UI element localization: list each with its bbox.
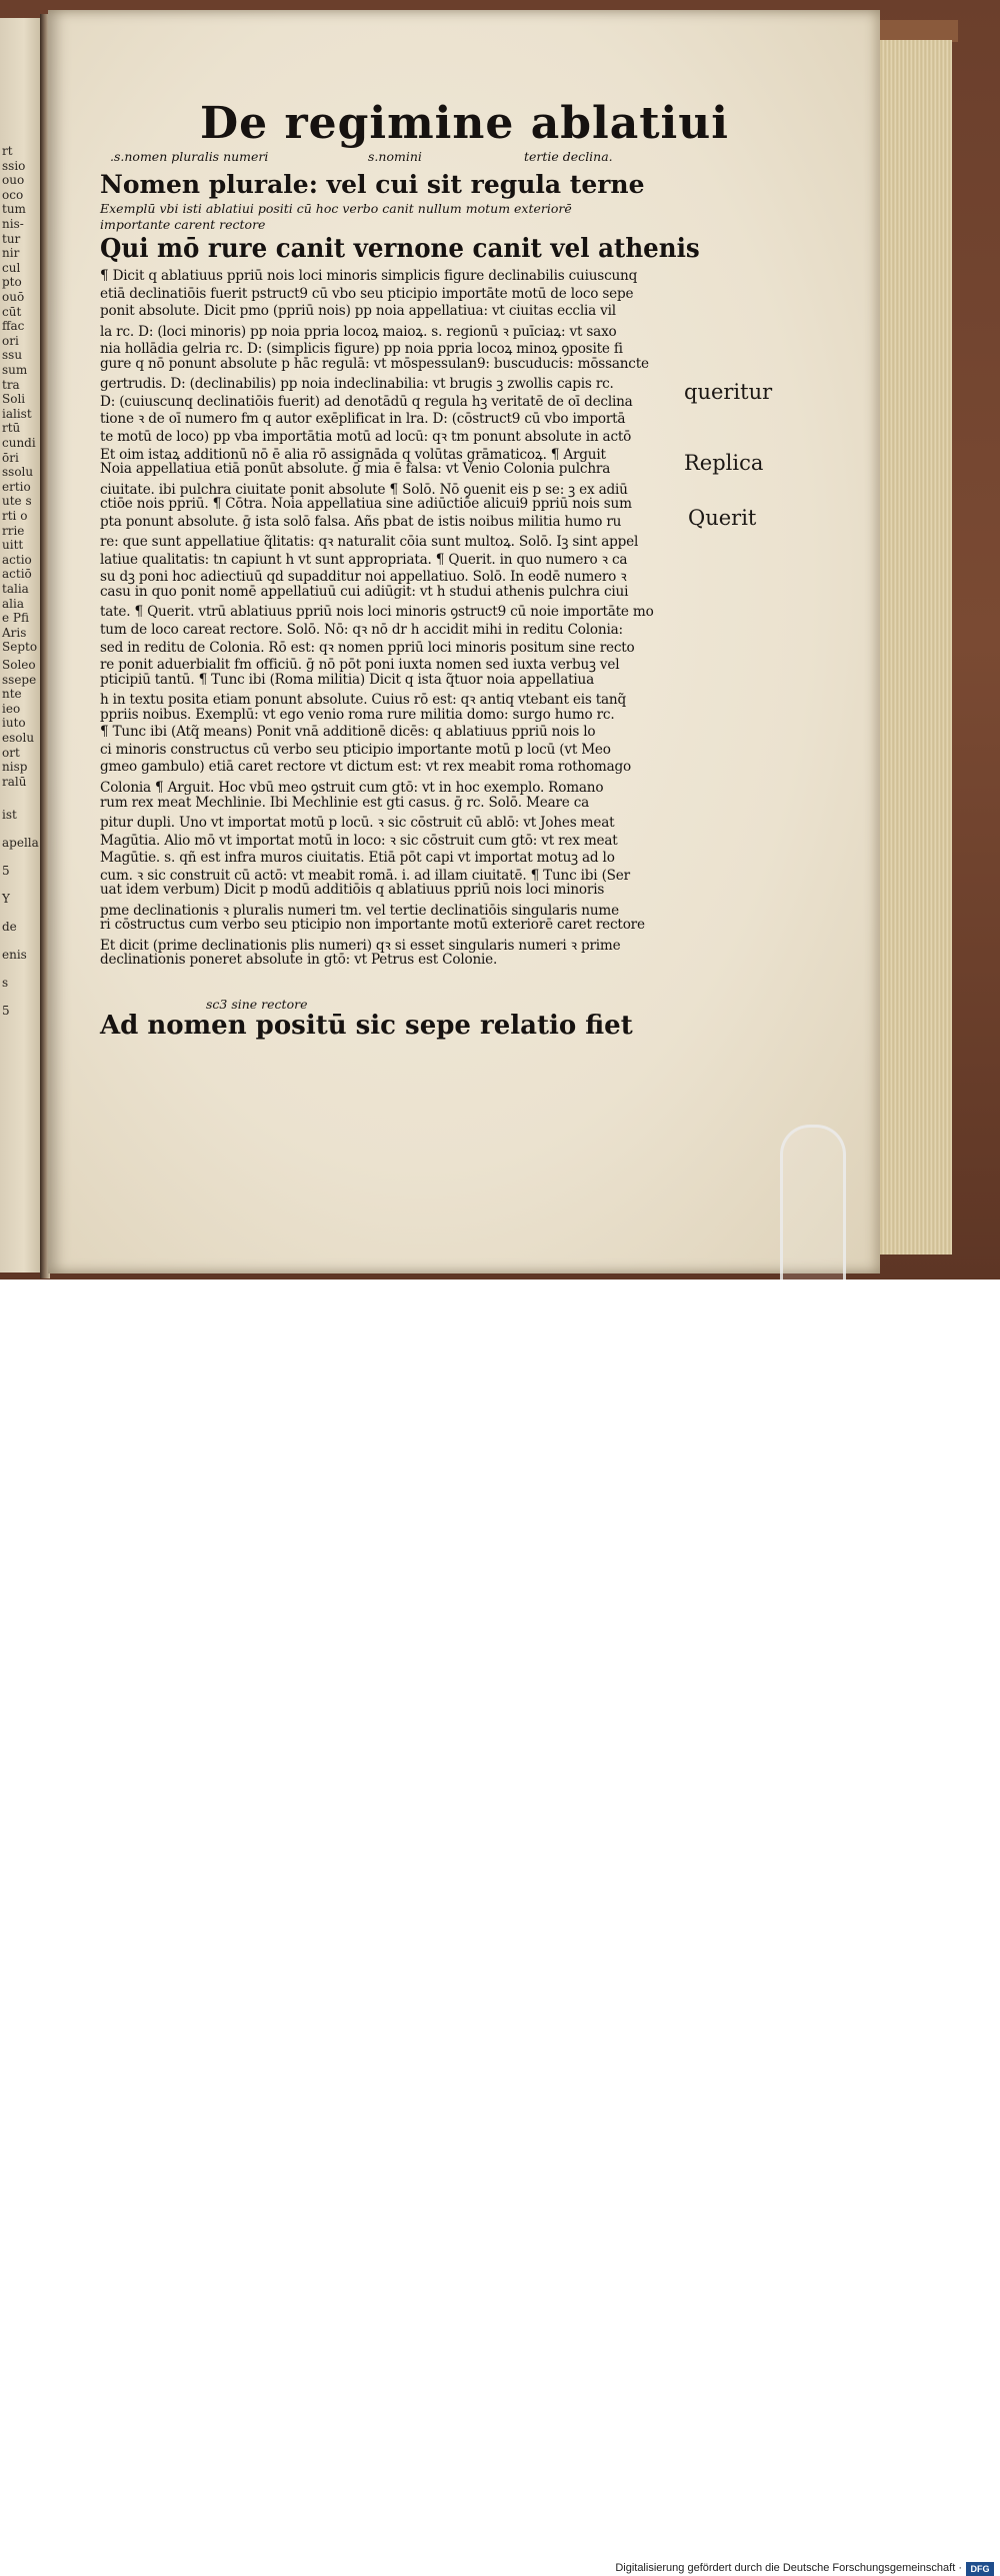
commentary-line: ri cōstructus cum verbo seu pticipio non importante motū exteriorē caret rectore [100,917,645,934]
left-page-fragment: uitt [2,538,24,553]
commentary-line: re: que sunt appellatiue q̃litatis: qꝛ naturalit cōia sunt multoꝝ. Solō. Iꝫ sint appel [100,534,639,551]
commentary-line: tate. ¶ Querit. vtrū ablatiuus ppriū nois loci minoris ꝯstruct9 cū noie importāte mo [100,604,654,621]
left-page-fragment: ssu [2,348,23,363]
title-gloss-3: tertie declina. [524,149,613,164]
left-page-fragment: ssolu [2,465,34,480]
commentary-line: rum rex meat Mechlinie. Ibi Mechlinie est gti casus. ḡ rc. Solō. Meare ca [100,794,590,811]
left-page-fragment: ialist [2,406,32,421]
left-page-fragment: actio [2,552,32,567]
commentary-line: Et dicit (prime declinationis plis numeri) qꝛ si esset singularis numeri ꝛ prime [100,937,621,954]
verse-3: Ad nomen positū sic sepe relatio fiet [100,1011,633,1041]
commentary-line: h in textu posita etiam ponunt absolute. Cuius rō est: qꝛ antiq vtebant eis tanq̃ [100,692,626,709]
left-page-fragment: esolu [2,731,35,745]
commentary-line: su dꝫ poni hoc adiectiuū qd supadditur noi appellatiuo. Solō. In eodē numero ꝛ [100,569,627,586]
title-gloss-1: .s.nomen pluralis numeri [110,149,269,164]
funding-credit: Digitalisierung gefördert durch die Deutsche Forschungsgemeinschaft · [615,2562,962,2574]
commentary-line: pitur dupli. Uno vt importat motū p locū. ꝛ sic cōstruit cū ablō: vt Johes meat [100,815,615,832]
commentary-line: uat idem verbum) Dicit p modū additiōis q ablatiuus ppriū nois loci minoris [100,882,605,899]
cover-top-edge [868,20,958,42]
left-page-fragment: ieo [2,701,21,716]
left-page-fragment: sum [2,363,28,377]
left-page-fragment: nis- [2,217,24,231]
left-page-fragment: cūt [2,304,22,319]
commentary-line: ci minoris constructus cū verbo seu pticipio importante motū p locū (vt Meo [100,741,611,758]
left-page-fragment: ort [2,745,20,760]
left-page-fragment: Soli [2,392,26,407]
commentary-line: latiue qualitatis: tn capiunt h vt sunt appropriata. ¶ Querit. in quo numero ꝛ ca [100,551,628,568]
commentary-line: Magūtie. s. qñ est infra muros ciuitatis. Etiā pōt capi vt importat motuꝫ ad lo [100,850,615,867]
verse-2: Qui mō rure canit vernone canit vel athenis [100,234,700,264]
page-title: De regimine ablatiui [200,98,729,149]
left-page-fragment: ouō [2,290,25,304]
closing-gloss: sc3 sine rectore [206,997,308,1012]
left-page [0,18,42,1273]
commentary-line: gertrudis. D: (declinabilis) pp noia indeclinabilia: vt brugis ꝫ zwollis capis rc. [100,376,614,393]
left-page-fragment: nisp [2,760,28,775]
left-page-fragment: cul [2,260,21,275]
left-page-fragment: actiō [2,567,32,582]
commentary-line: sed in reditu de Colonia. Rō est: qꝛ nomen ppriū loci minoris positum sine recto [100,639,635,656]
commentary-line: la rc. D: (loci minoris) pp noia ppria locoꝝ maioꝝ. s. regionū ꝛ puīciaꝝ: vt saxo [100,323,617,340]
left-page-fragment: tum [2,202,26,217]
left-page-fragment: oco [2,187,24,202]
left-page-fragment: apella [2,836,39,850]
left-page-fragment: tra [2,377,20,392]
left-page-fragment: tur [2,231,21,246]
commentary-line: casu in quo ponit nomē appellatiuū cui adiūgit: vt h studui athenis pulchra ciui [100,583,629,600]
commentary-line: ponit absolute. Dicit pmo (ppriū nois) pp noia appellatiua: vt ciuitas ecclia vil [100,303,616,320]
left-page-fragment: de [2,920,17,934]
dfg-logo: DFG [966,2562,994,2576]
left-page-fragment: ōri [2,450,19,465]
left-page-fragment: enis [2,948,27,962]
left-page-fragment: rtū [2,421,21,436]
margin-note-querit: Querit [688,506,757,530]
commentary-line: te motū de loco) pp vba importātia motū ad locū: qꝛ tm ponunt absolute in actō [100,428,632,445]
commentary-line: cum. ꝛ sic construit cū actō: vt meabit romā. i. ad illam ciuitatē. ¶ Tunc ibi (Ser [100,867,630,884]
commentary-line: Noia appellatiua etiā ponūt absolute. ḡ mia ē falsa: vt Venio Colonia pulchra [100,461,611,478]
left-page-fragment: s [2,976,9,990]
left-page-fragment: ralū [2,774,27,789]
left-page-fragment: ssepe [2,672,37,687]
left-page-fragment: ssio [2,158,26,173]
left-page-fragment: ist [2,808,17,822]
left-page-fragment: 5 [2,1004,10,1018]
margin-note-replica: Replica [684,451,764,475]
left-page-fragment: talia [2,582,29,596]
footer-bar [0,1280,1000,2574]
left-page-fragment: Aris [2,625,27,640]
margin-note-queritur: queritur [684,380,773,404]
commentary-line: nia hollādia gelria rc. D: (simplicis figure) pp noia ppria locoꝝ minoꝝ ꝯposite fi [100,341,623,358]
commentary-line: Magūtia. Alio mō vt importat motū in loco: ꝛ sic cōstruit cum gtō: vt rex meat [100,832,618,849]
commentary-line: Et oim istaꝝ additionū nō ē alia rō assignāda q volūtas grāmaticoꝝ. ¶ Arguit [100,446,606,463]
commentary-line: pticipiū tantū. ¶ Tunc ibi (Roma militia) Dicit q ista q̃tuor noia appellatiua [100,671,594,688]
intro-gloss-2: importante carent rectore [100,217,266,232]
intro-gloss-1: Exemplū vbi isti ablatiui positi cū hoc verbo canit nullum motum exteriorē [100,201,572,216]
left-page-fragment: rti o [2,509,28,523]
left-page-fragment: alia [2,596,24,611]
left-page-fragment: iuto [2,716,26,731]
commentary-line: tum de loco careat rectore. Solō. Nō: qꝛ nō dr h accidit mihi in reditu Colonia: [100,622,623,638]
commentary-line: etiā declinatiōis fuerit pstruct9 cū vbo seu pticipio importāte motū de loco sepe [100,285,634,302]
commentary-line: tione ꝛ de oī numero fm q autor exēplificat in lra. D: (cōstruct9 cū vbo importā [100,411,626,428]
left-page-fragment: ffac [2,319,25,334]
commentary-line: gure q nō ponunt absolute p hāc regulā: vt mōspessulan9: buscuducis: mōssancte [100,355,649,372]
commentary-line: gmeo gambulo) etiā caret rectore vt dictum est: vt rex meabit roma rothomago [100,759,632,776]
left-page-fragment: pto [2,275,22,290]
commentary-line: pme declinationis ꝛ pluralis numeri tm. vel tertie declinatiōis singularis nume [100,902,619,919]
left-page-fragment: ouo [2,173,25,188]
left-page-fragment: Soleo [2,658,36,672]
right-page [48,10,880,1274]
scan-image [0,0,1000,1280]
commentary-line: re ponit aduerbialit fm officiū. ḡ nō pōt poni iuxta nomen sed iuxta verbuꝫ vel [100,657,620,674]
left-page-fragment: e Pfi [2,611,29,626]
commentary-line: ciuitate. ibi pulchra ciuitate ponit absolute ¶ Solō. Nō ꝯuenit eis p se: ꝫ ex adiū [100,481,628,498]
left-page-fragment: ute s [2,494,32,509]
left-page-fragment: nte [2,687,22,702]
verse-1: Nomen plurale: vel cui sit regula terne [100,170,645,199]
left-page-fragment: cundi [2,436,36,450]
commentary-line: D: (cuiuscunq declinatiōis fuerit) ad denotādū q regula hꝫ veritatē de oī declina [100,393,633,410]
left-page-fragment: Septo [2,640,38,655]
left-page-fragment: ori [2,333,19,348]
commentary-line: Colonia ¶ Arguit. Hoc vbū meo ꝯstruit cum gtō: vt in hoc exemplo. Romano [100,779,604,796]
left-page-fragment: nir [2,246,20,261]
commentary-line: ¶ Dicit q ablatiuus ppriū nois loci minoris simplicis figure declinabilis cuiuscunq [100,268,638,284]
left-page-fragment: rt [2,144,13,158]
commentary-line: ¶ Tunc ibi (Atq̃ means) Ponit vnā additionē dicēs: q ablatiuus ppriū nois lo [100,724,596,741]
commentary-line: declinationis poneret absolute in gtō: vt Petrus est Colonie. [100,952,498,969]
bookmark-clip [780,1125,846,1280]
commentary-line: pta ponunt absolute. ḡ ista solō falsa. Añs pbat de istis noibus militia humo ru [100,513,622,530]
commentary-line: ctiōe nois ppriū. ¶ Cōtra. Noia appellatiua sine adiūctiōe alicui9 ppriū nois sum [100,496,632,513]
left-page-fragment: ertio [2,479,31,494]
left-page-fragment: rrie [2,523,25,538]
left-page-fragment: Y [2,892,10,906]
left-page-fragment: 5 [2,864,10,878]
title-gloss-2: s.nomini [368,149,422,164]
commentary-line: ppriis noibus. Exemplū: vt ego venio roma rure militia domo: surgo humo rc. [100,706,615,723]
page-edges [872,40,952,1255]
